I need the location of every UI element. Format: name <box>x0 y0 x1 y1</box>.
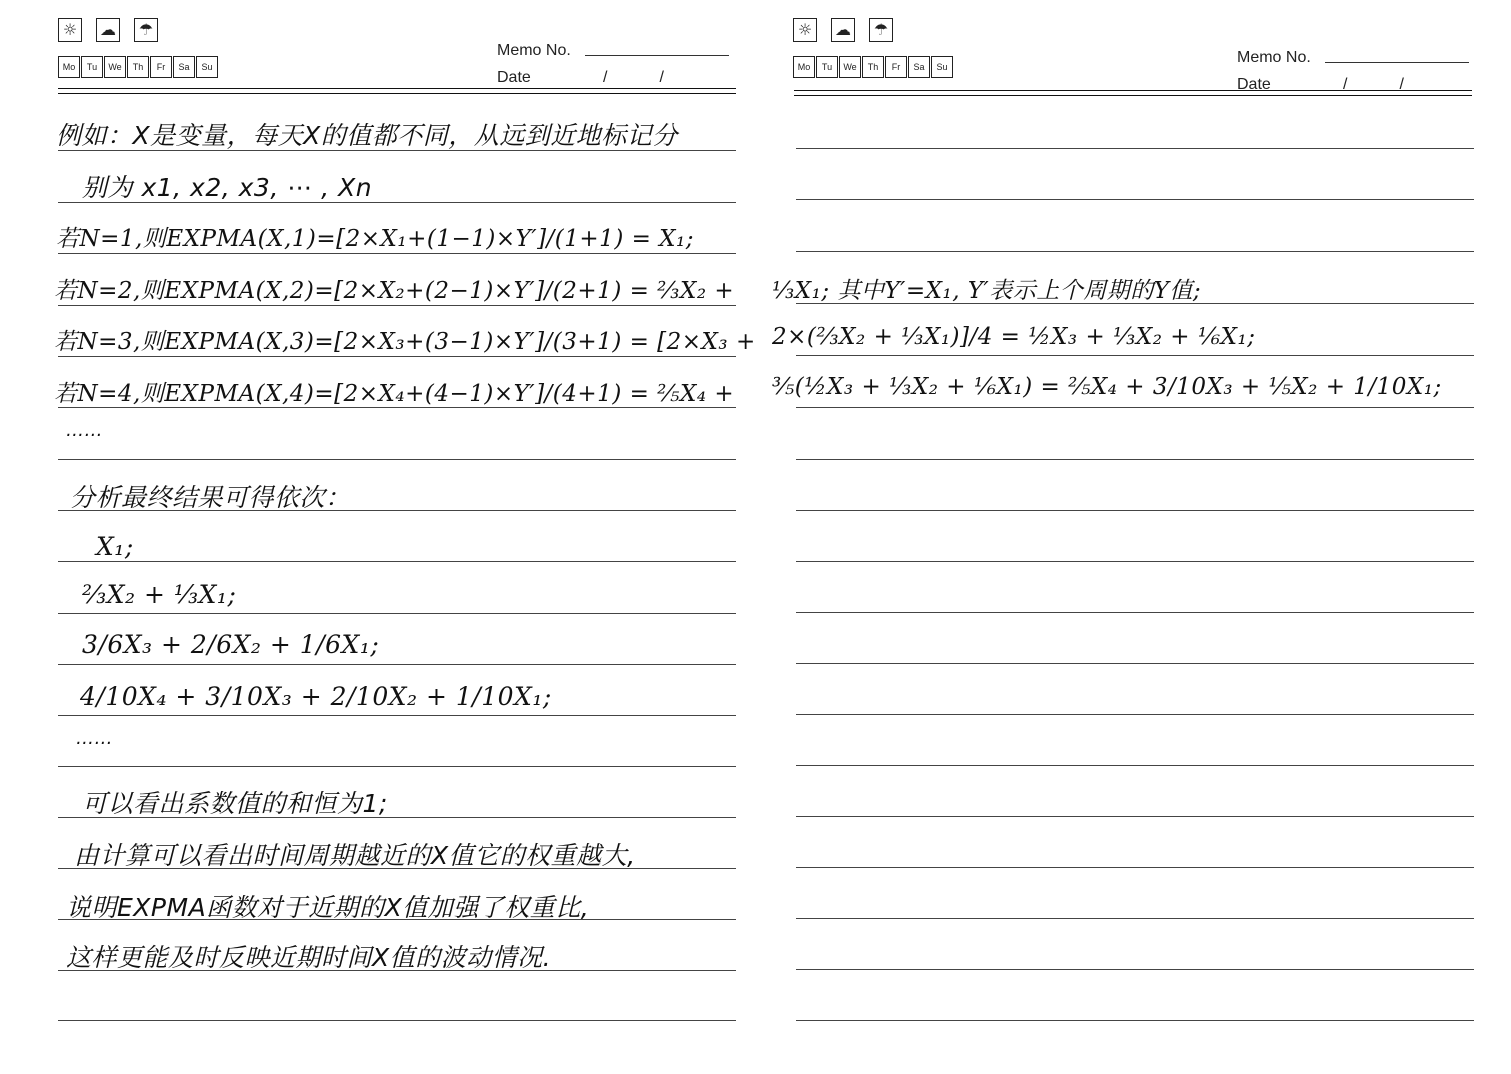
ruled-line <box>796 714 1474 715</box>
memo-no-line <box>1325 62 1469 63</box>
handwritten-line: ⅓X₁; 其中Y′=X₁, Y′表示上个周期的Y值; <box>772 278 1202 304</box>
header-divider <box>794 90 1472 91</box>
handwritten-line: 2×(⅔X₂ + ⅓X₁)]/4 = ½X₃ + ⅓X₂ + ⅙X₁; <box>772 324 1256 350</box>
weekday-box: Fr <box>885 56 907 78</box>
weekday-box: Tu <box>816 56 838 78</box>
weather-icons <box>58 18 158 42</box>
handwritten-line: 3/6X₃ + 2/6X₂ + 1/6X₁; <box>82 630 380 659</box>
handwritten-line: …… <box>76 728 113 749</box>
memo-no-label: Memo No. <box>1237 49 1311 66</box>
ruled-line <box>796 355 1474 356</box>
date-separator: / <box>659 69 664 86</box>
ruled-line <box>796 199 1474 200</box>
right-memo-page <box>772 0 1480 1074</box>
ruled-line <box>796 765 1474 766</box>
ruled-line <box>58 664 736 665</box>
handwritten-line: 这样更能及时反映近期时间X值的波动情况. <box>66 943 552 972</box>
ruled-line <box>58 253 736 254</box>
weekday-boxes <box>793 56 954 78</box>
date-separator: / <box>1399 76 1404 93</box>
handwritten-line: 由计算可以看出时间周期越近的X值它的权重越大, <box>74 841 636 870</box>
handwritten-line: X₁; <box>96 532 134 561</box>
umbrella-icon: ☂ <box>134 18 158 42</box>
handwritten-line: 分析最终结果可得依次： <box>70 483 351 512</box>
ruled-line <box>796 1020 1474 1021</box>
date-separator: / <box>1343 76 1348 93</box>
ruled-line <box>796 148 1474 149</box>
handwritten-line: ⅔X₂ + ⅓X₁; <box>82 580 237 609</box>
weekday-box: Th <box>862 56 884 78</box>
date-separator: / <box>603 69 608 86</box>
weekday-box: Su <box>931 56 953 78</box>
weekday-boxes <box>58 56 219 78</box>
handwritten-line: 可以看出系数值的和恒为1; <box>82 789 388 818</box>
weekday-box: Fr <box>150 56 172 78</box>
ruled-line <box>58 356 736 357</box>
ruled-line <box>796 918 1474 919</box>
ruled-line <box>796 561 1474 562</box>
memo-no-label: Memo No. <box>497 42 571 59</box>
ruled-line <box>58 1020 736 1021</box>
header-divider <box>58 88 736 89</box>
cloud-icon: ☁ <box>96 18 120 42</box>
handwritten-line: 说明EXPMA函数对于近期的X值加强了权重比, <box>66 893 590 922</box>
ruled-line <box>796 459 1474 460</box>
ruled-line <box>796 510 1474 511</box>
ruled-line <box>58 613 736 614</box>
memo-header <box>497 33 729 87</box>
memo-no-line <box>585 55 729 56</box>
weekday-box: Su <box>196 56 218 78</box>
ruled-line <box>796 867 1474 868</box>
weekday-box: Sa <box>908 56 930 78</box>
memo-header <box>1237 40 1469 94</box>
handwritten-line: 4/10X₄ + 3/10X₃ + 2/10X₂ + 1/10X₁; <box>80 682 552 711</box>
ruled-line <box>58 766 736 767</box>
umbrella-icon: ☂ <box>869 18 893 42</box>
weekday-box: Sa <box>173 56 195 78</box>
handwritten-line: 若N=2,则EXPMA(X,2)=[2×X₂+(2−1)×Y′]/(2+1) = ⅔X₂ + <box>54 278 735 304</box>
header-divider <box>794 95 1472 96</box>
sun-icon: ☼ <box>58 18 82 42</box>
handwritten-line: ⅗(½X₃ + ⅓X₂ + ⅙X₁) = ⅖X₄ + 3/10X₃ + ⅕X₂ + 1/10X₁; <box>772 374 1442 400</box>
handwritten-line: 若N=1,则EXPMA(X,1)=[2×X₁+(1−1)×Y′]/(1+1) = X₁; <box>56 226 695 252</box>
ruled-line <box>796 251 1474 252</box>
header-divider <box>58 93 736 94</box>
sun-icon: ☼ <box>793 18 817 42</box>
weather-icons <box>793 18 893 42</box>
weekday-box: Th <box>127 56 149 78</box>
handwritten-line: 若N=4,则EXPMA(X,4)=[2×X₄+(4−1)×Y′]/(4+1) = ⅖X₄ + <box>54 381 735 407</box>
weekday-box: Tu <box>81 56 103 78</box>
handwritten-line: 别为 x1, x2, x3, ⋯ , Xn <box>82 173 373 202</box>
ruled-line <box>796 969 1474 970</box>
weekday-box: Mo <box>793 56 815 78</box>
ruled-line <box>796 816 1474 817</box>
handwritten-line: 若N=3,则EXPMA(X,3)=[2×X₃+(3−1)×Y′]/(3+1) = [2×X₃ + <box>54 329 756 355</box>
date-label: Date <box>497 69 531 86</box>
handwritten-line: 例如：X是变量，每天X的值都不同，从远到近地标记分 <box>56 121 678 150</box>
weekday-box: Mo <box>58 56 80 78</box>
ruled-line <box>58 305 736 306</box>
handwritten-line: …… <box>66 420 103 441</box>
ruled-line <box>796 407 1474 408</box>
ruled-line <box>796 612 1474 613</box>
ruled-line <box>58 561 736 562</box>
date-label: Date <box>1237 76 1271 93</box>
weekday-box: We <box>104 56 126 78</box>
ruled-line <box>58 715 736 716</box>
ruled-line <box>58 459 736 460</box>
ruled-line <box>796 663 1474 664</box>
weekday-box: We <box>839 56 861 78</box>
cloud-icon: ☁ <box>831 18 855 42</box>
left-memo-page <box>52 0 756 1074</box>
